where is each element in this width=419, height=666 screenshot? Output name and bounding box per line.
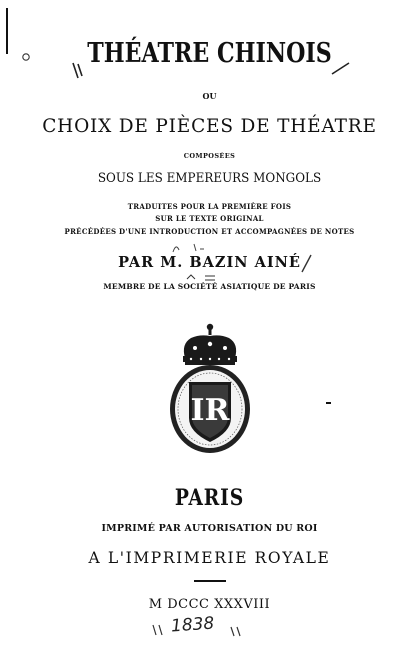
- title-conjunction: OU: [202, 91, 217, 101]
- translation-line-1: TRADUITES POUR LA PREMIÈRE FOIS: [127, 202, 292, 211]
- divider-rule: [194, 580, 226, 582]
- imprint-year: M DCCC XXXVIII: [148, 597, 271, 612]
- pencil-mark-icon: [170, 240, 210, 254]
- margin-line: [6, 8, 8, 54]
- imprint-city: PARIS: [174, 485, 245, 511]
- author-affiliation: MEMBRE DE LA SOCIÉTÉ ASIATIQUE DE PARIS: [103, 282, 316, 291]
- composed-label: COMPOSÉES: [183, 152, 236, 160]
- pencil-mark-icon: [150, 622, 170, 638]
- book-title: THÉATRE CHINOIS: [87, 38, 332, 69]
- pencil-mark-icon: [300, 252, 314, 274]
- margin-circle-icon: [21, 52, 31, 62]
- imprint-authorization: IMPRIMÉ PAR AUTORISATION DU ROI: [101, 523, 318, 534]
- reign-line: SOUS LES EMPEREURS MONGOLS: [97, 171, 322, 186]
- book-subtitle: CHOIX DE PIÈCES DE THÉATRE: [42, 116, 377, 137]
- author-name: PAR M. BAZIN AINÉ: [118, 254, 301, 271]
- margin-dash: [326, 402, 331, 404]
- translation-line-2: SUR LE TEXTE ORIGINAL: [155, 214, 264, 223]
- handwritten-year: 1838: [170, 613, 215, 637]
- royal-crown-shield-icon: [167, 322, 253, 457]
- imprint-printer: A L'IMPRIMERIE ROYALE: [88, 549, 331, 567]
- shield-monogram: IR: [190, 393, 230, 428]
- translation-line-3: PRÉCÉDÉES D'UNE INTRODUCTION ET ACCOMPAGNÉES DE NOTES: [64, 227, 355, 236]
- pencil-mark-icon: [228, 624, 244, 638]
